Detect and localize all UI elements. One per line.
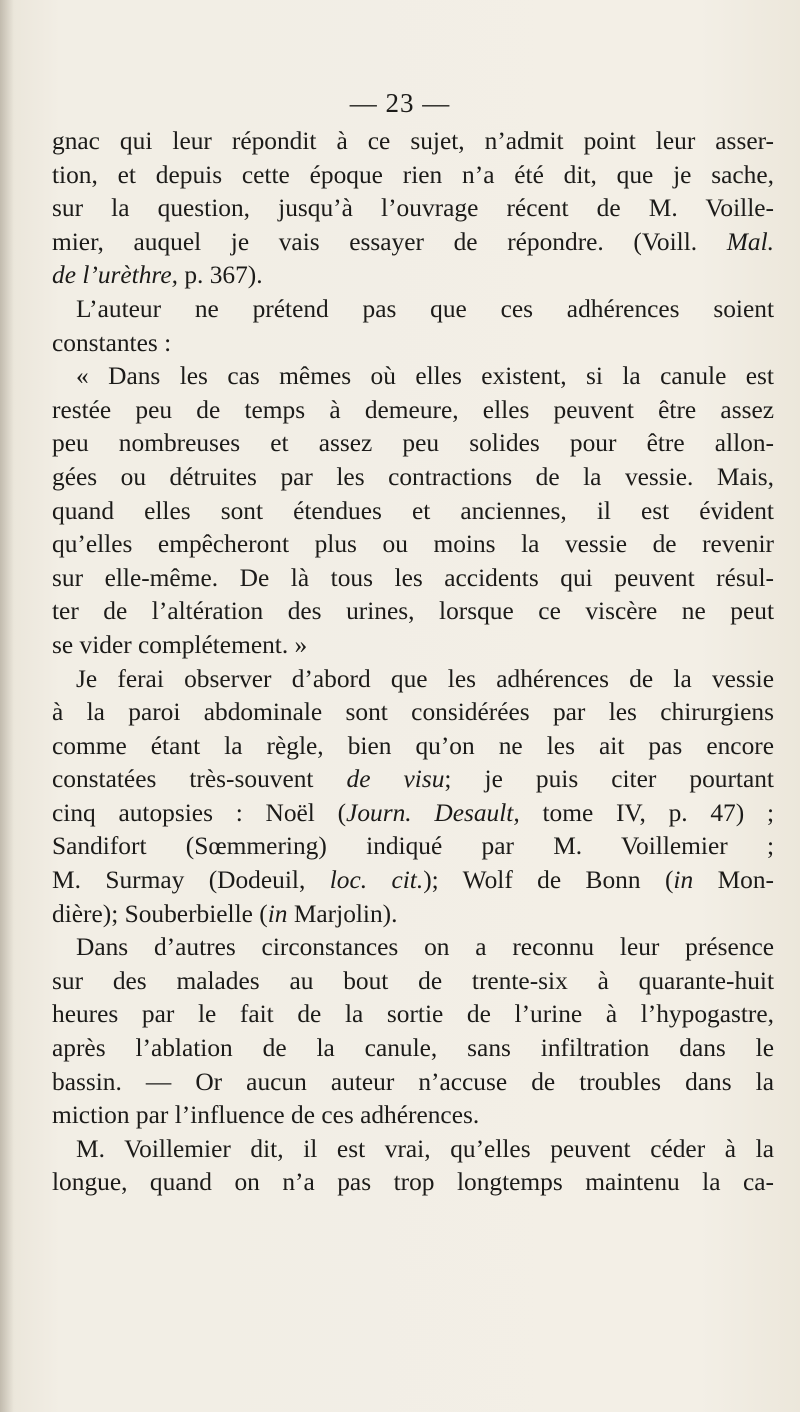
italic-text: in: [673, 866, 694, 895]
text-run: Sandifort (Sœmmering) indiqué par M. Voillemier ;: [52, 832, 774, 861]
text-run: p. 367).: [177, 261, 263, 290]
text-run: Dans d’autres circonstances on a reconnu leur présence: [76, 933, 774, 962]
text-line: [52, 797, 774, 831]
text-run: bassin. — Or aucun auteur n’accuse de troubles dans la: [52, 1067, 774, 1096]
text-line: [52, 461, 774, 495]
text-run: tome IV, p. 47) ;: [519, 798, 774, 827]
text-run: L’auteur ne prétend pas que ces adhérences soient: [76, 294, 774, 323]
text-line: [52, 696, 774, 730]
text-line: [52, 528, 774, 562]
text-line: [52, 998, 774, 1032]
text-line: [52, 427, 774, 461]
text-run: dière); Souberbielle (: [52, 899, 268, 928]
body-text: [52, 125, 774, 1200]
text-line: [52, 259, 774, 293]
text-run: M. Voillemier dit, il est vrai, qu’elles peuvent céder à la: [76, 1134, 774, 1163]
text-line: [52, 763, 774, 797]
text-run: ter de l’altération des urines, lorsque ce viscère ne peut: [52, 597, 774, 626]
text-line: [52, 495, 774, 529]
text-run: gées ou détruites par les contractions de la vessie. Mais,: [52, 462, 774, 491]
italic-text: Journ. Desault,: [346, 798, 520, 827]
text-line: [52, 293, 774, 327]
text-line: [52, 159, 774, 193]
text-line: [52, 226, 774, 260]
text-line: [52, 192, 774, 226]
text-run: M. Surmay (Dodeuil,: [52, 866, 330, 895]
text-run: miction par l’influence de ces adhérences.: [52, 1101, 480, 1130]
text-run: Mon-: [693, 866, 774, 895]
text-run: Marjolin).: [287, 899, 398, 928]
text-line: [52, 1099, 774, 1133]
text-run: à la paroi abdominale sont considérées par les chirurgiens: [52, 698, 774, 727]
text-run: longue, quand on n’a pas trop longtemps maintenu la ca-: [52, 1168, 774, 1197]
text-run: sur des malades au bout de trente-six à quarante-huit: [52, 966, 774, 995]
text-run: peu nombreuses et assez peu solides pour être allon-: [52, 429, 774, 458]
text-line: [52, 1133, 774, 1167]
text-run: ); Wolf de Bonn (: [423, 866, 674, 895]
text-line: [52, 562, 774, 596]
text-run: sur elle-même. De là tous les accidents qui peuvent résul-: [52, 563, 774, 592]
text-run: tion, et depuis cette époque rien n’a été dit, que je sache,: [52, 160, 774, 189]
text-line: [52, 125, 774, 159]
text-run: cinq autopsies : Noël (: [52, 798, 347, 827]
text-line: [52, 1166, 774, 1200]
text-run: Je ferai observer d’abord que les adhérences de la vessie: [76, 664, 774, 693]
text-run: « Dans les cas mêmes où elles existent, si la canule est: [76, 362, 774, 391]
text-run: se vider complétement. »: [52, 630, 308, 659]
text-line: [52, 1066, 774, 1100]
text-line: [52, 360, 774, 394]
text-run: sur la question, jusqu’à l’ouvrage récent de M. Voille-: [52, 194, 774, 223]
text-line: [52, 394, 774, 428]
text-line: [52, 595, 774, 629]
text-run: mier, auquel je vais essayer de répondre. (Voill.: [52, 227, 727, 256]
text-run: quand elles sont étendues et anciennes, il est évident: [52, 496, 774, 525]
text-line: [52, 830, 774, 864]
page-number: — 23 —: [349, 88, 451, 118]
text-line: [52, 327, 774, 361]
text-line: [52, 898, 774, 932]
italic-text: in: [267, 899, 288, 928]
text-line: [52, 663, 774, 697]
text-run: comme étant la règle, bien qu’on ne les ait pas encore: [52, 731, 774, 760]
text-line: [52, 965, 774, 999]
text-run: qu’elles empêcheront plus ou moins la vessie de revenir: [52, 530, 774, 559]
text-run: constantes :: [52, 328, 172, 357]
text-run: heures par le fait de la sortie de l’urine à l’hypogastre,: [52, 1000, 774, 1029]
text-line: [52, 730, 774, 764]
text-line: [52, 629, 774, 663]
page-binding-shadow: [0, 0, 14, 1412]
italic-text: Mal.: [726, 227, 774, 256]
text-run: gnac qui leur répondit à ce sujet, n’admit point leur asser-: [52, 127, 774, 155]
italic-text: loc. cit.: [329, 866, 424, 895]
text-run: restée peu de temps à demeure, elles peuvent être assez: [52, 395, 774, 424]
italic-text: de l’urèthre,: [52, 261, 178, 290]
text-run: ; je puis citer pourtant: [444, 765, 774, 794]
text-run: constatées très-souvent: [52, 765, 347, 794]
text-run: après l’ablation de la canule, sans infiltration dans le: [52, 1034, 774, 1063]
text-line: [52, 1032, 774, 1066]
text-line: [52, 864, 774, 898]
italic-text: de visu: [346, 765, 445, 794]
text-line: [52, 931, 774, 965]
